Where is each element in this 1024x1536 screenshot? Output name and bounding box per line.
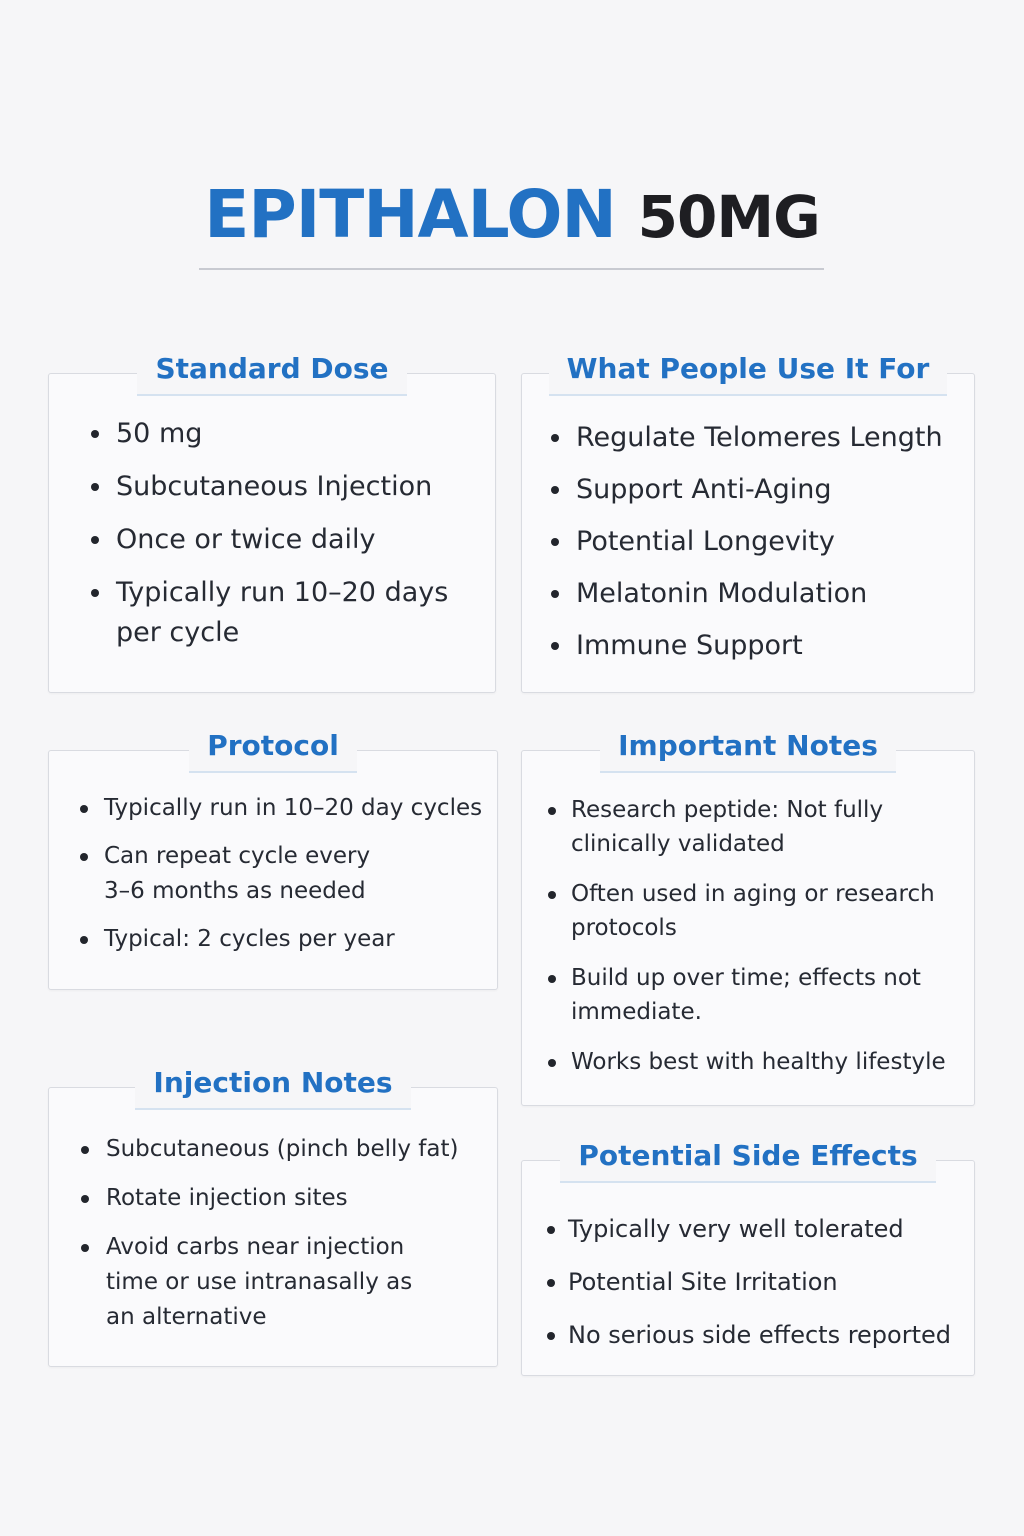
injection-notes-card <box>48 1066 498 1367</box>
product-dose: 50MG <box>637 183 820 251</box>
injection-notes-title: Injection Notes <box>135 1066 410 1110</box>
important-notes-title: Important Notes <box>600 729 896 773</box>
page-title <box>0 172 1024 260</box>
side-effects-card <box>521 1139 975 1376</box>
product-name: EPITHALON <box>204 176 616 253</box>
uses-list <box>522 418 974 678</box>
list-item: Subcutaneous Injection <box>116 467 475 507</box>
standard-dose-card <box>48 352 496 693</box>
list-item: Can repeat cycle every 3–6 months as needed <box>104 839 491 909</box>
standard-dose-list <box>49 414 495 666</box>
list-item: Typically run in 10–20 day cycles <box>104 791 491 826</box>
list-item: Melatonin Modulation <box>576 574 964 614</box>
list-item: Potential Site Irritation <box>568 1264 968 1300</box>
list-item: Typically run 10–20 days per cycle <box>116 573 475 653</box>
title-divider <box>199 268 824 270</box>
list-item: Build up over time; effects not immediate. <box>571 961 954 1029</box>
list-item: Subcutaneous (pinch belly fat) <box>106 1132 477 1167</box>
standard-dose-title: Standard Dose <box>137 352 406 396</box>
list-item: Typically very well tolerated <box>568 1211 968 1247</box>
list-item: Typical: 2 cycles per year <box>104 922 491 957</box>
protocol-list <box>49 791 497 970</box>
list-item: Rotate injection sites <box>106 1181 477 1216</box>
side-effects-list <box>522 1211 974 1370</box>
important-notes-card <box>521 729 975 1106</box>
list-item: Works best with healthy lifestyle <box>571 1045 954 1079</box>
side-effects-title: Potential Side Effects <box>560 1139 935 1183</box>
list-item: Often used in aging or research protocols <box>571 877 954 945</box>
list-item: Immune Support <box>576 626 964 666</box>
list-item: Once or twice daily <box>116 520 475 560</box>
list-item: No serious side effects reported <box>568 1317 968 1353</box>
uses-card <box>521 352 975 693</box>
uses-title: What People Use It For <box>549 352 948 396</box>
list-item: Potential Longevity <box>576 522 964 562</box>
list-item: Support Anti-Aging <box>576 470 964 510</box>
protocol-title: Protocol <box>189 729 357 773</box>
list-item: Regulate Telomeres Length <box>576 418 964 458</box>
list-item: Avoid carbs near injection time or use intranasally as an alternative <box>106 1230 477 1335</box>
list-item: 50 mg <box>116 414 475 454</box>
protocol-card <box>48 729 498 990</box>
injection-notes-list <box>49 1132 497 1349</box>
important-notes-list <box>522 793 974 1095</box>
list-item: Research peptide: Not fully clinically validated <box>571 793 954 861</box>
